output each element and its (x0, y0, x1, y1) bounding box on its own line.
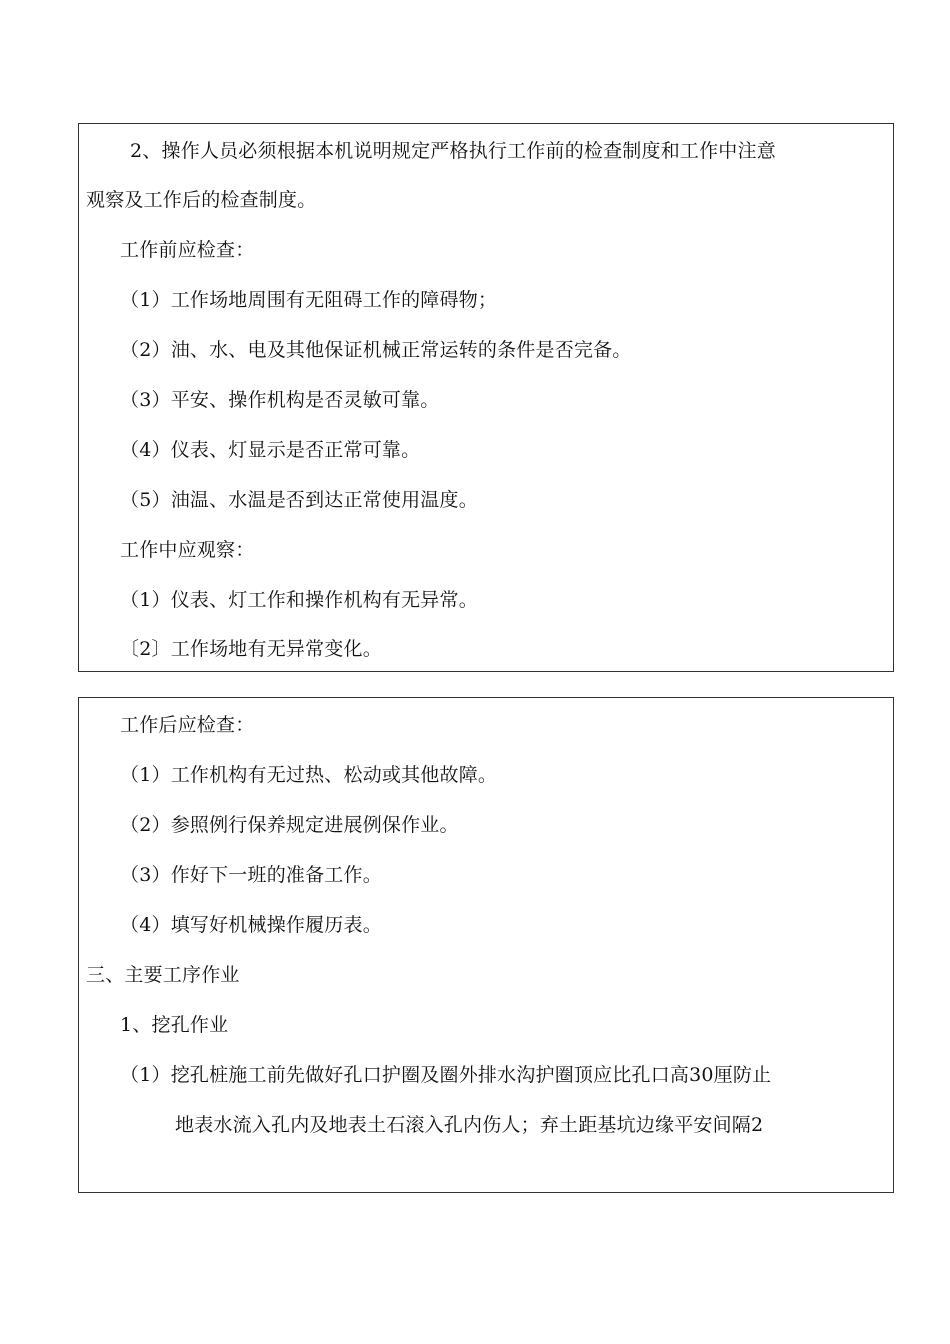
list-item: （1）工作机构有无过热、松动或其他故障。 (120, 764, 498, 786)
paragraph-line: 观察及工作后的检查制度。 (86, 189, 317, 211)
list-item: （4）仪表、灯显示是否正常可靠。 (120, 439, 421, 461)
subheading-during-work: 工作中应观察： (120, 539, 255, 561)
subheading-after-work: 工作后应检查： (120, 714, 255, 736)
list-item: （3）作好下一班的准备工作。 (120, 864, 382, 886)
paragraph-line: 2、操作人员必须根据本机说明规定严格执行工作前的检查制度和工作中注意 (130, 140, 776, 162)
subheading-before-work: 工作前应检查： (120, 239, 255, 261)
list-item: （3）平安、操作机构是否灵敏可靠。 (120, 389, 440, 411)
list-item: （1）挖孔桩施工前先做好孔口护圈及圈外排水沟护圈顶应比孔口高30厘防止 (120, 1064, 772, 1086)
list-item: （4）填写好机械操作履历表。 (120, 914, 382, 936)
list-item-continuation: 地表水流入孔内及地表土石滚入孔内伤人；弃土距基坑边缘平安间隔2 (175, 1114, 764, 1136)
subsection-heading: 1、挖孔作业 (120, 1014, 229, 1036)
list-item: （5）油温、水温是否到达正常使用温度。 (120, 489, 478, 511)
section-heading: 三、主要工序作业 (86, 964, 240, 986)
list-item: （1）仪表、灯工作和操作机构有无异常。 (120, 589, 478, 611)
list-item: 〔2〕工作场地有无异常变化。 (120, 638, 382, 660)
list-item: （1）工作场地周围有无阻碍工作的障碍物； (120, 289, 498, 311)
list-item: （2）油、水、电及其他保证机械正常运转的条件是否完备。 (120, 339, 632, 361)
list-item: （2）参照例行保养规定进展例保作业。 (120, 814, 459, 836)
